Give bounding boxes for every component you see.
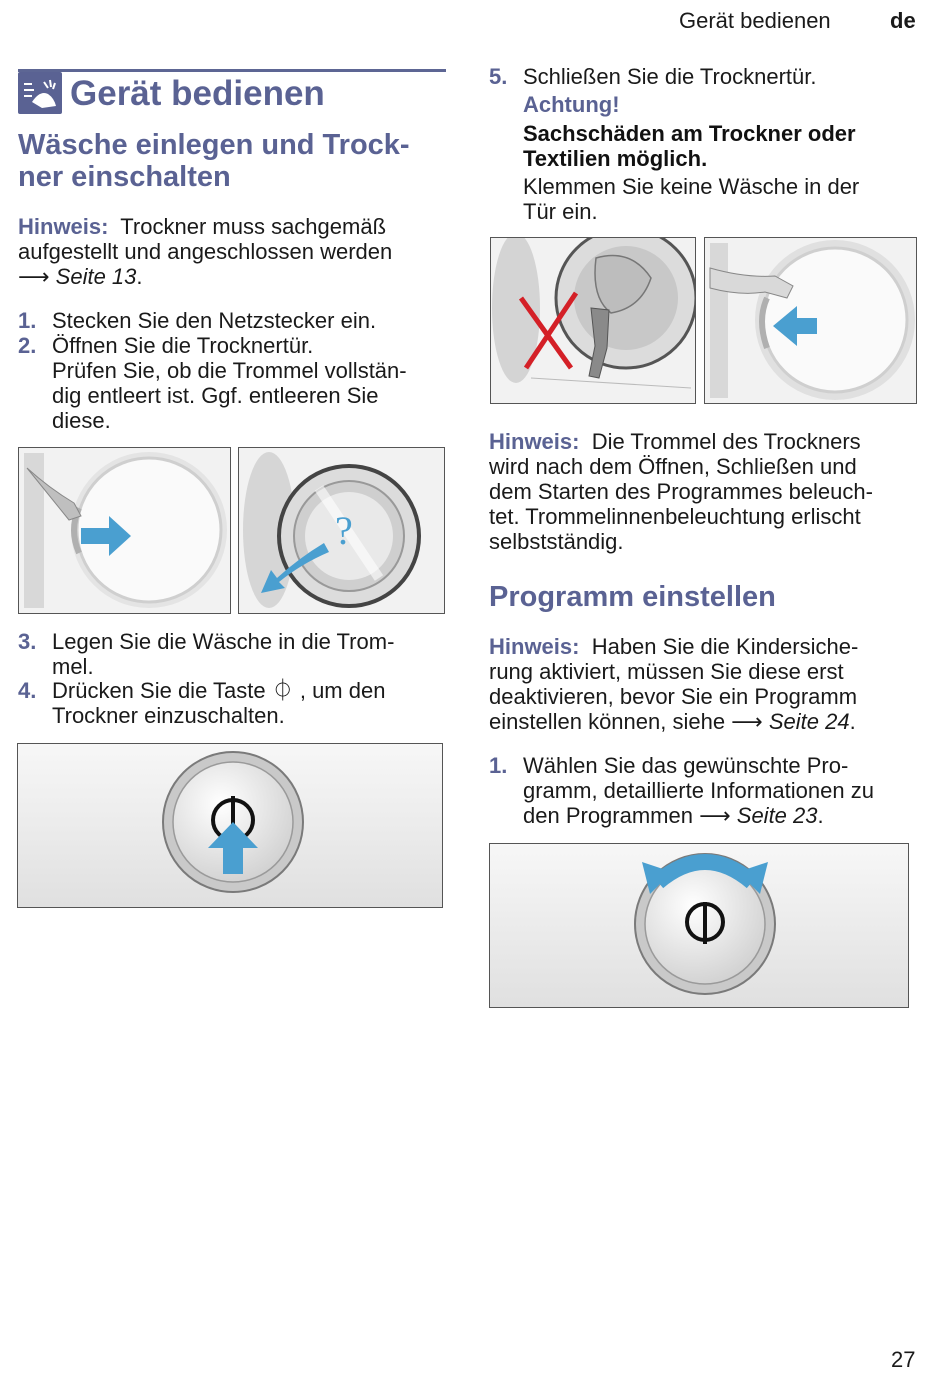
figure-laundry-trapped-warning (490, 237, 696, 404)
note-label: Hinweis: (489, 429, 580, 454)
section-title-line-2: ner einschalten (18, 161, 231, 193)
chapter-title: Gerät bedienen (70, 74, 325, 113)
step-text: Stecken Sie den Netzstecker ein. (52, 308, 377, 333)
page-link[interactable]: Seite 23 (736, 803, 818, 828)
warning-text: Tür ein. (523, 199, 598, 224)
figure-open-door (18, 447, 231, 614)
step-1 (18, 308, 438, 333)
warning-heading: Textilien möglich. (523, 146, 708, 171)
hand-operating-icon (18, 72, 62, 114)
language-code: de (890, 8, 916, 33)
figure-check-drum (238, 447, 445, 614)
warning-text: Klemmen Sie keine Wäsche in der (523, 174, 860, 199)
question-mark: ? (335, 508, 353, 553)
step-text: Prüfen Sie, ob die Trommel vollstän- (52, 358, 407, 383)
figure-turn-program-selector (489, 843, 909, 1008)
note-text: einstellen können, siehe (489, 709, 732, 734)
step-number: 1. (18, 308, 37, 333)
note-child-lock: Hinweis: Haben Sie die Kindersiche- rung aktiviert, müssen Sie diese erst deaktivieren, bevor Sie ein Programm einstellen können, siehe ⟶ Seite 24. (489, 634, 929, 734)
step-text: dig entleert ist. Ggf. entleeren Sie (52, 383, 379, 408)
step-text: diese. (52, 408, 111, 433)
step-number: 3. (18, 629, 37, 654)
step-3 (18, 629, 438, 679)
step-text: gramm, detaillierte Informationen zu (523, 778, 874, 803)
note-text: aufgestellt und angeschlossen werden (18, 239, 393, 264)
section-title-set-program: Programm einstellen (489, 581, 776, 613)
note-text: selbstständig. (489, 529, 624, 554)
step-text: Wählen Sie das gewünschte Pro- (523, 753, 849, 778)
section-title-load-laundry (18, 129, 410, 193)
step-number: 1. (489, 753, 508, 778)
chapter-rule (18, 69, 446, 72)
step-number: 5. (489, 64, 508, 89)
page-link[interactable]: Seite 13 (55, 264, 137, 289)
page-link[interactable]: Seite 24 (768, 709, 850, 734)
note-drum-light (489, 429, 929, 554)
warning-heading: Sachschäden am Trockner oder (523, 121, 856, 146)
note-text: Haben Sie die Kindersiche- (591, 634, 859, 659)
step-number: 4. (18, 678, 37, 703)
step-text: , um den (293, 678, 386, 703)
section-title-line-1: Wäsche einlegen und Trock- (18, 129, 410, 161)
step-text: Schließen Sie die Trocknertür. (523, 64, 817, 89)
note-label: Hinweis: (18, 214, 109, 239)
note-text: Die Trommel des Trockners (591, 429, 861, 454)
running-header-title: Gerät bedienen (679, 8, 831, 33)
figure-press-power-button (17, 743, 443, 908)
step-number: 2. (18, 333, 37, 358)
step-text: mel. (52, 654, 94, 679)
note-label: Hinweis: (489, 634, 580, 659)
step-2 (18, 333, 438, 433)
figure-close-door (704, 237, 917, 404)
page-number: 27 (891, 1347, 916, 1372)
note-text: wird nach dem Öffnen, Schließen und (489, 454, 857, 479)
step-text: den Programmen (523, 803, 700, 828)
note-text: rung aktiviert, müssen Sie diese erst (489, 659, 844, 684)
note-installation: Hinweis: Trockner muss sachgemäß aufgestellt und angeschlossen werden ⟶ Seite 13. (18, 214, 438, 289)
step-text: Drücken Sie die Taste (52, 678, 272, 703)
step-select-program: 1. Wählen Sie das gewünschte Pro- gramm, detaillierte Informationen zu den Programmen ⟶ Seite 23. (489, 753, 874, 828)
arrow-right-icon: ⟶ (18, 264, 50, 289)
step-text: Öffnen Sie die Trocknertür. (52, 333, 314, 358)
step-text: Trockner einzuschalten. (52, 703, 285, 728)
note-text: tet. Trommelinnenbeleuchtung erlischt (489, 504, 861, 529)
step-text: Legen Sie die Wäsche in die Trom- (52, 629, 395, 654)
note-text: deaktivieren, bevor Sie ein Programm (489, 684, 858, 709)
arrow-right-icon: ⟶ (731, 709, 763, 734)
note-text: dem Starten des Programmes beleuch- (489, 479, 873, 504)
step-4 (18, 678, 438, 728)
warning-label: Achtung! (523, 92, 620, 117)
note-text: Trockner muss sachgemäß (120, 214, 387, 239)
step-5 (489, 64, 929, 224)
arrow-right-icon: ⟶ (699, 803, 731, 828)
power-symbol-icon: ⏀ (271, 678, 294, 703)
